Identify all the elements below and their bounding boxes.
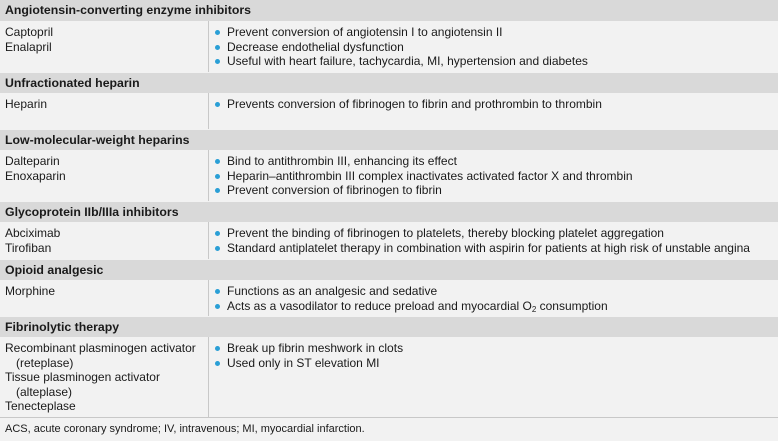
bullet-icon: [215, 174, 220, 179]
bullet-icon: [215, 45, 220, 50]
section-header: Angiotensin-converting enzyme inhibitors: [0, 0, 778, 21]
drug-name: Tenecteplase: [5, 399, 76, 413]
bullet-icon: [215, 59, 220, 64]
effect-text: [227, 299, 608, 314]
bullet-icon: [215, 102, 220, 107]
bullet-icon: [215, 304, 220, 309]
section-header: Unfractionated heparin: [0, 72, 778, 93]
bullet-icon: [215, 159, 220, 164]
section-header: Fibrinolytic therapy: [0, 316, 778, 337]
drug-cell: [0, 93, 209, 129]
table-row: [0, 93, 778, 129]
footnote: ACS, acute coronary syndrome; IV, intravenous; MI, myocardial infarction.: [0, 417, 778, 440]
bullet-icon: [215, 246, 220, 251]
list-item: [215, 154, 774, 169]
table-row: [0, 280, 778, 316]
drug-name: Enalapril: [5, 39, 52, 54]
bullet-icon: [215, 231, 220, 236]
bullet-icon: [215, 346, 220, 351]
effect-text: Decrease endothelial dysfunction: [227, 39, 404, 54]
effect-text: Useful with heart failure, tachycardia, MI, hypertension and diabetes: [227, 54, 588, 68]
list-item: [215, 226, 774, 241]
effect-text: Standard antiplatelet therapy in combination with aspirin for patients at high risk of unstable angina: [227, 240, 750, 255]
effect-text-part: consumption: [536, 298, 608, 313]
bullet-icon: [215, 361, 220, 366]
list-item: [215, 25, 774, 40]
list-item: [215, 241, 774, 256]
drug-name: Dalteparin: [5, 154, 60, 168]
list-item: [215, 341, 774, 356]
effect-text: Break up fibrin meshwork in clots: [227, 341, 404, 355]
effect-text: Used only in ST elevation MI: [227, 355, 380, 370]
effect-text-part: Acts as a vasodilator to reduce preload and myocardial O: [227, 298, 532, 313]
table-row: [0, 337, 778, 417]
effects-cell: [209, 337, 778, 417]
drug-cell: [0, 150, 209, 201]
effects-cell: [209, 222, 778, 259]
drug-name: Heparin: [5, 97, 48, 111]
table-row: [0, 21, 778, 72]
effect-text: Prevent conversion of angiotensin I to angiotensin II: [227, 25, 503, 39]
section-header: Low-molecular-weight heparins: [0, 129, 778, 150]
list-item: [215, 169, 774, 184]
drug-name: (reteplase): [16, 355, 74, 370]
effect-text: Prevents conversion of fibrinogen to fibrin and prothrombin to thrombin: [227, 97, 602, 111]
effect-text: Prevent the binding of fibrinogen to platelets, thereby blocking platelet aggregation: [227, 226, 664, 240]
effects-cell: [209, 150, 778, 201]
drug-name: (alteplase): [16, 384, 73, 399]
subscript: 2: [531, 304, 537, 314]
drug-name: Abciximab: [5, 226, 61, 240]
list-item: [215, 40, 774, 55]
effects-cell: [209, 93, 778, 129]
effects-cell: [209, 21, 778, 72]
table-row: [0, 150, 778, 201]
drug-name: Tirofiban: [5, 240, 52, 255]
list-item: [215, 284, 774, 299]
list-item: [215, 97, 774, 112]
drug-name: Morphine: [5, 284, 56, 298]
drug-cell: [0, 222, 209, 259]
effect-text: Heparin–antithrombin III complex inactivates activated factor X and thrombin: [227, 168, 633, 183]
drug-name: Recombinant plasminogen activator: [5, 341, 196, 355]
bullet-icon: [215, 188, 220, 193]
drug-name: Captopril: [5, 25, 54, 39]
drug-cell: [0, 337, 209, 417]
table-row: [0, 222, 778, 259]
drug-name: Enoxaparin: [5, 168, 66, 183]
section-header: Opioid analgesic: [0, 259, 778, 280]
bullet-icon: [215, 30, 220, 35]
bullet-icon: [215, 289, 220, 294]
list-item: [215, 54, 774, 69]
drug-name: Tissue plasminogen activator: [5, 370, 160, 384]
effect-text: Prevent conversion of fibrinogen to fibrin: [227, 183, 442, 197]
effect-text: Functions as an analgesic and sedative: [227, 284, 438, 298]
list-item: [215, 299, 774, 314]
list-item: [215, 183, 774, 198]
list-item: [215, 356, 774, 371]
drug-cell: [0, 280, 209, 316]
effects-cell: [209, 280, 778, 316]
drug-cell: [0, 21, 209, 72]
section-header: Glycoprotein IIb/IIIa inhibitors: [0, 201, 778, 222]
effect-text: Bind to antithrombin III, enhancing its effect: [227, 154, 457, 168]
